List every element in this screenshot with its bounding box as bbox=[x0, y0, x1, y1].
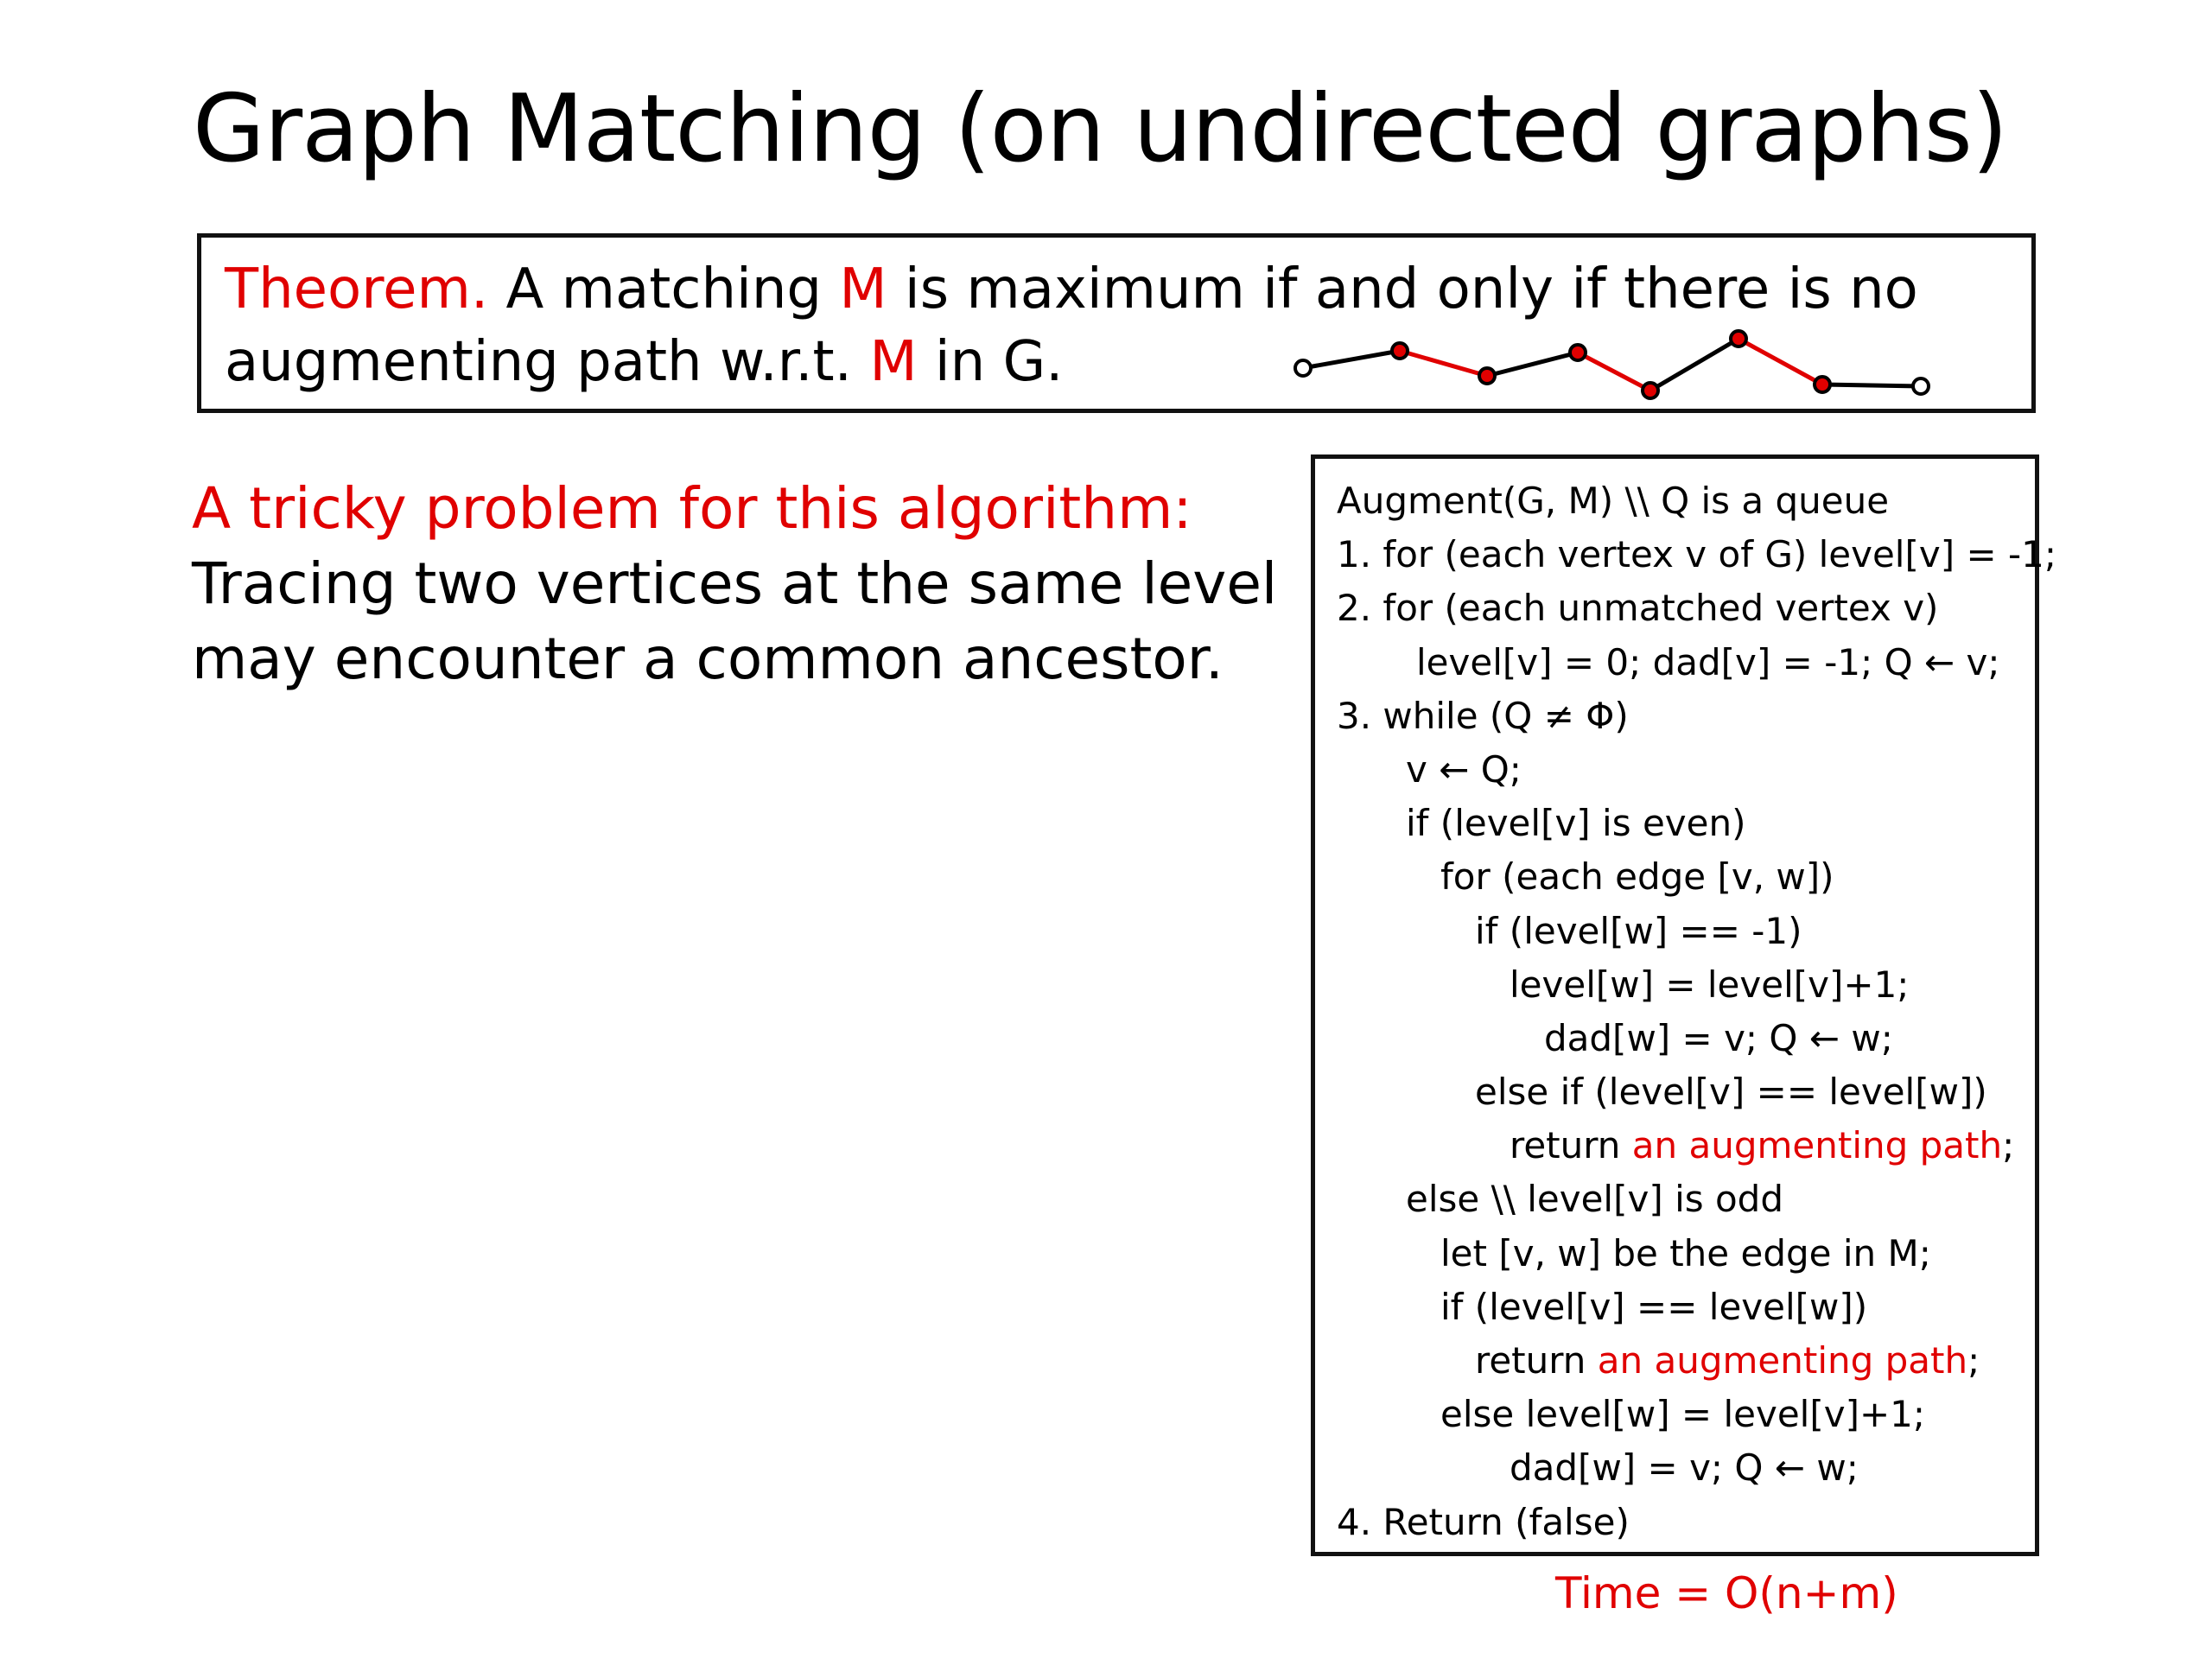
code-text: v ← Q; bbox=[1406, 747, 1522, 791]
tricky-line-2: may encounter a common ancestor. bbox=[192, 626, 1224, 692]
tricky-problem-text bbox=[192, 471, 1277, 696]
code-text: else \\ level[v] is odd bbox=[1406, 1178, 1784, 1221]
code-text: else level[w] = level[v]+1; bbox=[1440, 1393, 1926, 1436]
augmenting-path-highlight: an augmenting path bbox=[1597, 1339, 1968, 1382]
matched-vertex bbox=[1479, 368, 1495, 384]
code-text: dad[w] = v; Q ← w; bbox=[1510, 1446, 1859, 1490]
code-line bbox=[1337, 743, 2056, 797]
code-line bbox=[1337, 1388, 2056, 1441]
matched-vertex bbox=[1570, 345, 1586, 360]
page-title: Graph Matching (on undirected graphs) bbox=[193, 75, 2008, 183]
theorem-label: Theorem. bbox=[225, 257, 489, 321]
tricky-heading: A tricky problem for this algorithm: bbox=[192, 475, 1192, 542]
matched-edge bbox=[1738, 339, 1822, 385]
code-line bbox=[1337, 474, 2056, 528]
code-text: 2. for (each unmatched vertex v) bbox=[1337, 587, 1939, 630]
code-text: dad[w] = v; Q ← w; bbox=[1544, 1016, 1893, 1059]
matched-vertex bbox=[1815, 377, 1830, 392]
matched-vertex bbox=[1643, 383, 1658, 398]
unmatched-edge bbox=[1822, 385, 1921, 386]
unmatched-edge bbox=[1487, 353, 1578, 376]
code-line bbox=[1337, 1173, 2056, 1226]
unmatched-edge bbox=[1303, 351, 1400, 368]
augmenting-path-diagram bbox=[201, 238, 2040, 417]
code-text: for (each edge [v, w]) bbox=[1440, 855, 1834, 899]
unmatched-edge bbox=[1650, 339, 1738, 391]
code-text: let [v, w] be the edge in M; bbox=[1440, 1231, 1931, 1274]
code-text: 1. for (each vertex v of G) level[v] = -1; bbox=[1337, 533, 2057, 576]
code-text: 4. Return (false) bbox=[1337, 1500, 1630, 1543]
code-line bbox=[1337, 850, 2056, 904]
algorithm-box bbox=[1311, 454, 2057, 1556]
code-line bbox=[1337, 1065, 2056, 1119]
algorithm-code bbox=[1337, 474, 2056, 1549]
time-complexity: Time = O(n+m) bbox=[1555, 1568, 1898, 1618]
code-text: else if (level[v] == level[w]) bbox=[1475, 1071, 1987, 1114]
code-text: if (level[v] == level[w]) bbox=[1440, 1285, 1868, 1328]
matching-symbol: M bbox=[869, 330, 918, 394]
code-line bbox=[1337, 797, 2056, 850]
code-text: Augment(G, M) \\ Q is a queue bbox=[1337, 480, 1890, 522]
code-line bbox=[1337, 582, 2056, 635]
code-line bbox=[1337, 1441, 2056, 1495]
theorem-text-part: augmenting path w.r.t. bbox=[225, 330, 870, 394]
code-text: return bbox=[1510, 1124, 1632, 1167]
matching-symbol: M bbox=[839, 257, 887, 321]
theorem-box bbox=[197, 233, 2036, 413]
code-text: return bbox=[1475, 1339, 1598, 1382]
tricky-line-1: Tracing two vertices at the same level bbox=[192, 550, 1278, 617]
code-line bbox=[1337, 1281, 2056, 1334]
code-line bbox=[1337, 958, 2056, 1012]
theorem-text-part: is maximum if and only if there is no bbox=[887, 257, 1918, 321]
augmenting-path-highlight: an augmenting path bbox=[1631, 1124, 2003, 1167]
free-vertex bbox=[1913, 378, 1929, 394]
code-line bbox=[1337, 1227, 2056, 1281]
code-line bbox=[1337, 1119, 2056, 1173]
theorem-text-part: A matching bbox=[488, 257, 840, 321]
code-text: level[v] = 0; dad[v] = -1; Q ← v; bbox=[1416, 640, 2000, 683]
code-suffix: ; bbox=[1967, 1339, 1980, 1382]
code-line bbox=[1337, 528, 2056, 582]
code-text: if (level[w] == -1) bbox=[1475, 909, 1802, 952]
matched-vertex bbox=[1731, 331, 1746, 346]
code-line bbox=[1337, 1012, 2056, 1065]
code-line bbox=[1337, 636, 2056, 690]
code-text: 3. while (Q ≠ Φ) bbox=[1337, 694, 1629, 737]
code-line bbox=[1337, 1496, 2056, 1549]
code-line bbox=[1337, 1334, 2056, 1388]
matched-edge bbox=[1578, 353, 1650, 391]
free-vertex bbox=[1295, 360, 1311, 376]
code-text: level[w] = level[v]+1; bbox=[1510, 963, 1910, 1006]
code-text: if (level[v] is even) bbox=[1406, 802, 1746, 845]
matched-edge bbox=[1400, 351, 1487, 376]
code-line bbox=[1337, 690, 2056, 743]
theorem-text-part: in G. bbox=[917, 330, 1064, 394]
code-suffix: ; bbox=[2002, 1124, 2015, 1167]
matched-vertex bbox=[1392, 343, 1408, 359]
code-line bbox=[1337, 905, 2056, 958]
